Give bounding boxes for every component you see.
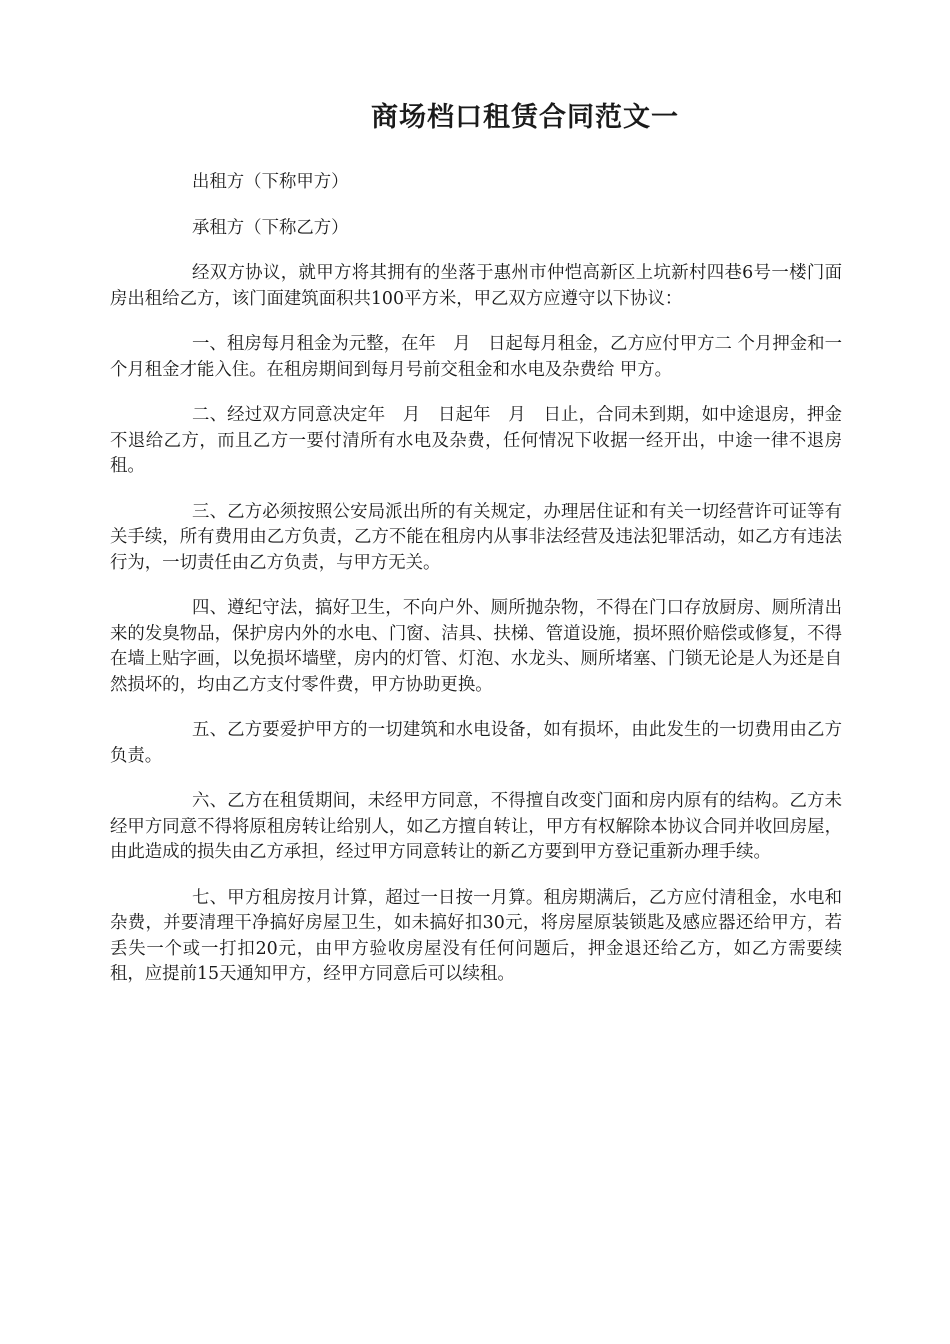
paragraph-clause-3: 三、乙方必须按照公安局派出所的有关规定，办理居住证和有关一切经营许可证等有关手续，所有费用由乙方负责，乙方不能在租房内从事非法经营及违法犯罪活动，如乙方有违法行为，一切责任由乙方负责，与甲方无关。 — [110, 501, 842, 573]
paragraph-clause-1: 一、租房每月租金为元整，在年 月 日起每月租金，乙方应付甲方二 个月押金和一个月租金才能入住。在租房期间到每月号前交租金和水电及杂费给 甲方。 — [110, 334, 842, 380]
document-body — [110, 170, 842, 1008]
paragraph-lessor: 出租方（下称甲方） — [192, 172, 349, 192]
paragraph-preamble: 经双方协议，就甲方将其拥有的坐落于惠州市仲恺高新区上坑新村四巷6号一楼门面房出租给乙方，该门面建筑面积共100平方米，甲乙双方应遵守以下协议： — [110, 263, 842, 309]
document-title: 商场档口租赁合同范文一 — [371, 102, 679, 133]
paragraph-clause-6: 六、乙方在租赁期间，未经甲方同意，不得擅自改变门面和房内原有的结构。乙方未经甲方同意不得将原租房转让给别人，如乙方擅自转让，甲方有权解除本协议合同并收回房屋，由此造成的损失由乙方承担，经过甲方同意转让的新乙方要到甲方登记重新办理手续。 — [110, 791, 842, 862]
paragraph-clause-2: 二、经过双方同意决定年 月 日起年 月 日止，合同未到期，如中途退房，押金不退给乙方，而且乙方一要付清所有水电及杂费，任何情况下收据一经开出，中途一律不退房租。 — [110, 405, 842, 476]
paragraph-lessee: 承租方（下称乙方） — [192, 217, 349, 238]
paragraph-clause-7: 七、甲方租房按月计算，超过一日按一月算。租房期满后，乙方应付清租金，水电和杂费，并要清理干净搞好房屋卫生，如未搞好扣30元，将房屋原装锁匙及感应器还给甲方，若丢失一个或一打扣20元，由甲方验收房屋没有任何问题后，押金退还给乙方，如乙方需要续租，应提前15天通知甲方，经甲方同意后可以续租。 — [110, 887, 842, 984]
paragraph-clause-4: 四、遵纪守法，搞好卫生，不向户外、厕所抛杂物，不得在门口存放厨房、厕所清出来的发臭物品，保护房内外的水电、门窗、洁具、扶梯、管道设施，损坏照价赔偿或修复，不得在墙上贴字画，以免损坏墙壁，房内的灯管、灯泡、水龙头、厕所堵塞、门锁无论是人为还是自然损坏的，均由乙方支付零件费，甲方协助更换。 — [110, 598, 842, 695]
paragraph-clause-5: 五、乙方要爱护甲方的一切建筑和水电设备，如有损坏，由此发生的一切费用由乙方负责。 — [110, 720, 842, 766]
